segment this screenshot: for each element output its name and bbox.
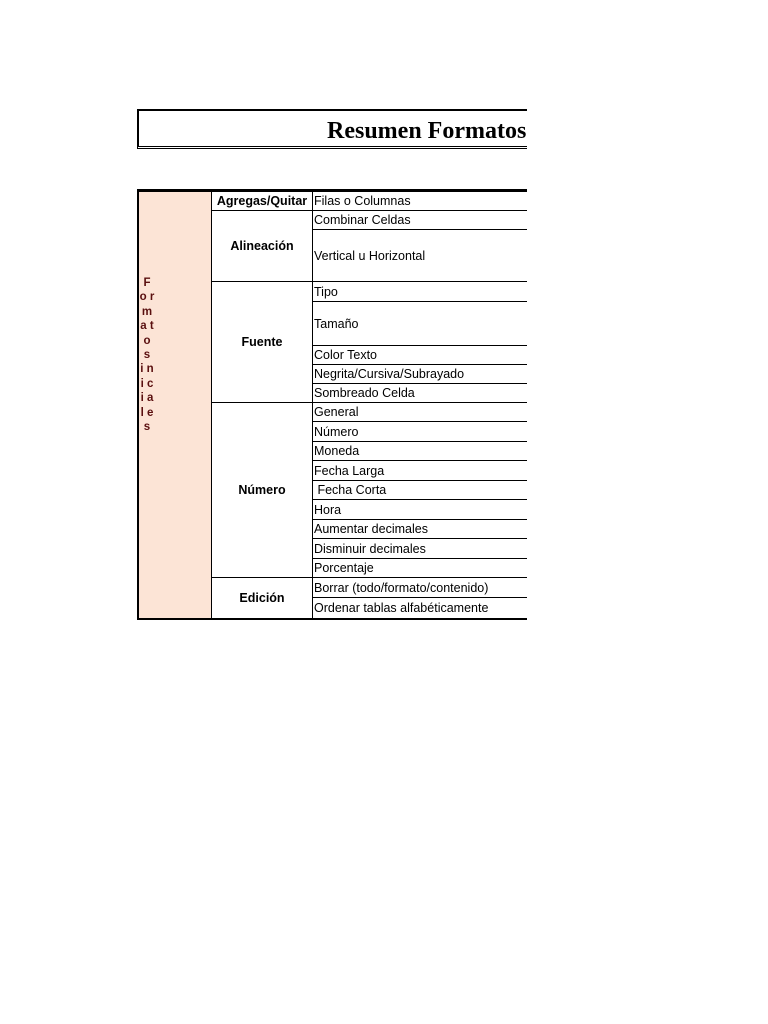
table-row: Tamaño — [313, 302, 527, 346]
table-row: Aumentar decimales — [313, 520, 527, 539]
table-row: Ordenar tablas alfabéticamente — [314, 601, 489, 615]
table-row: Tipo — [313, 282, 527, 302]
table-row: Sombreado Celda — [313, 384, 527, 403]
group-agregas-quitar: Agregas/Quitar — [212, 192, 313, 211]
table-row: Hora — [313, 500, 527, 520]
category-cell — [139, 192, 212, 618]
group-numero: Número — [212, 403, 313, 578]
group-alineacion: Alineación — [212, 211, 313, 282]
category-label: F o r m a t o s i n i c i a l e s — [139, 277, 160, 434]
table-row: Combinar Celdas — [313, 211, 527, 230]
group-fuente: Fuente — [212, 282, 313, 403]
title-box — [137, 109, 527, 149]
table-row: General — [313, 403, 527, 422]
table-row: Fecha Corta — [313, 481, 527, 500]
table-bottom-border — [137, 618, 527, 620]
table-top-border — [137, 189, 527, 192]
table-row: Negrita/Cursiva/Subrayado — [313, 365, 527, 384]
table-row: Moneda — [313, 442, 527, 461]
format-summary-table — [137, 189, 527, 621]
table-row: Número — [313, 422, 527, 442]
table-left-border — [137, 189, 139, 620]
page-title: Resumen Formatos — [327, 118, 527, 144]
group-edicion: Edición — [212, 578, 313, 618]
table-row: Disminuir decimales — [313, 539, 527, 559]
table-row: Filas o Columnas — [313, 192, 527, 211]
table-row: Vertical u Horizontal — [313, 230, 527, 282]
table-row: Fecha Larga — [313, 461, 527, 481]
table-row: Porcentaje — [313, 559, 527, 578]
table-row: Color Texto — [313, 346, 527, 365]
table-row: Borrar (todo/formato/contenido) — [313, 578, 527, 598]
